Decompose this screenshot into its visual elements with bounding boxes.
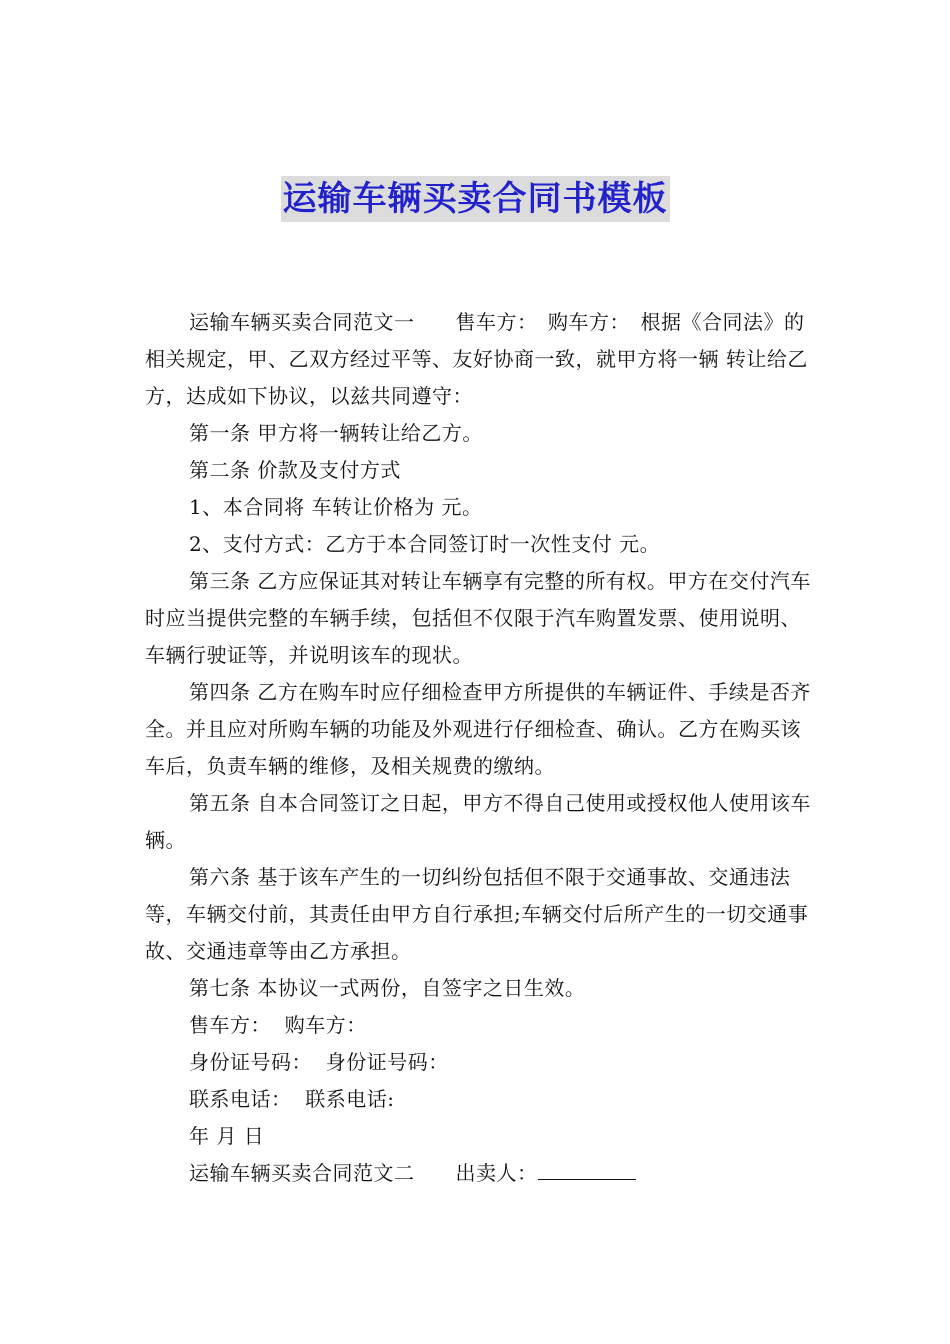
paragraph-article-1: 第一条 甲方将一辆转让给乙方。 xyxy=(189,421,483,445)
paragraph-article-2: 第二条 价款及支付方式 xyxy=(189,458,401,482)
paragraph-template-2 xyxy=(145,1155,817,1192)
document-body xyxy=(145,304,817,1192)
paragraph-payment: 2、支付方式：乙方于本合同签订时一次性支付 元。 xyxy=(189,532,661,556)
signature-id-numbers: 身份证号码： 身份证号码： xyxy=(189,1050,449,1074)
signature-phones: 联系电话： 联系电话: xyxy=(189,1087,395,1111)
paragraph-article-6: 第六条 基于该车产生的一切纠纷包括但不限于交通事故、交通违法等，车辆交付前，其责任由甲方自行承担;车辆交付后所产生的一切交通事故、交通违章等由乙方承担。 xyxy=(145,865,809,963)
paragraph-article-4: 第四条 乙方在购车时应仔细检查甲方所提供的车辆证件、手续是否齐全。并且应对所购车辆的功能及外观进行仔细检查、确认。乙方在购买该车后，负责车辆的维修，及相关规费的缴纳。 xyxy=(145,680,811,778)
paragraph-intro: 运输车辆买卖合同范文一 售车方： 购车方： 根据《合同法》的相关规定，甲、乙双方经过平等、友好协商一致，就甲方将一辆 转让给乙方，达成如下协议，以兹共同遵守： xyxy=(145,310,808,408)
document-title: 运输车辆买卖合同书模板 xyxy=(281,176,670,222)
seller-blank-line xyxy=(538,1159,636,1180)
signature-date: 年 月 日 xyxy=(189,1124,265,1148)
title-area xyxy=(0,176,950,222)
paragraph-price: 1、本合同将 车转让价格为 元。 xyxy=(189,495,483,519)
paragraph-article-5: 第五条 自本合同签订之日起，甲方不得自己使用或授权他人使用该车辆。 xyxy=(145,791,811,852)
paragraph-article-3: 第三条 乙方应保证其对转让车辆享有完整的所有权。甲方在交付汽车时应当提供完整的车辆手续，包括但不仅限于汽车购置发票、使用说明、车辆行驶证等，并说明该车的现状。 xyxy=(145,569,811,667)
signature-parties: 售车方： 购车方： xyxy=(189,1013,367,1037)
paragraph-article-7: 第七条 本协议一式两份，自签字之日生效。 xyxy=(189,976,586,1000)
template-2-text: 运输车辆买卖合同范文二 出卖人： xyxy=(189,1161,538,1185)
